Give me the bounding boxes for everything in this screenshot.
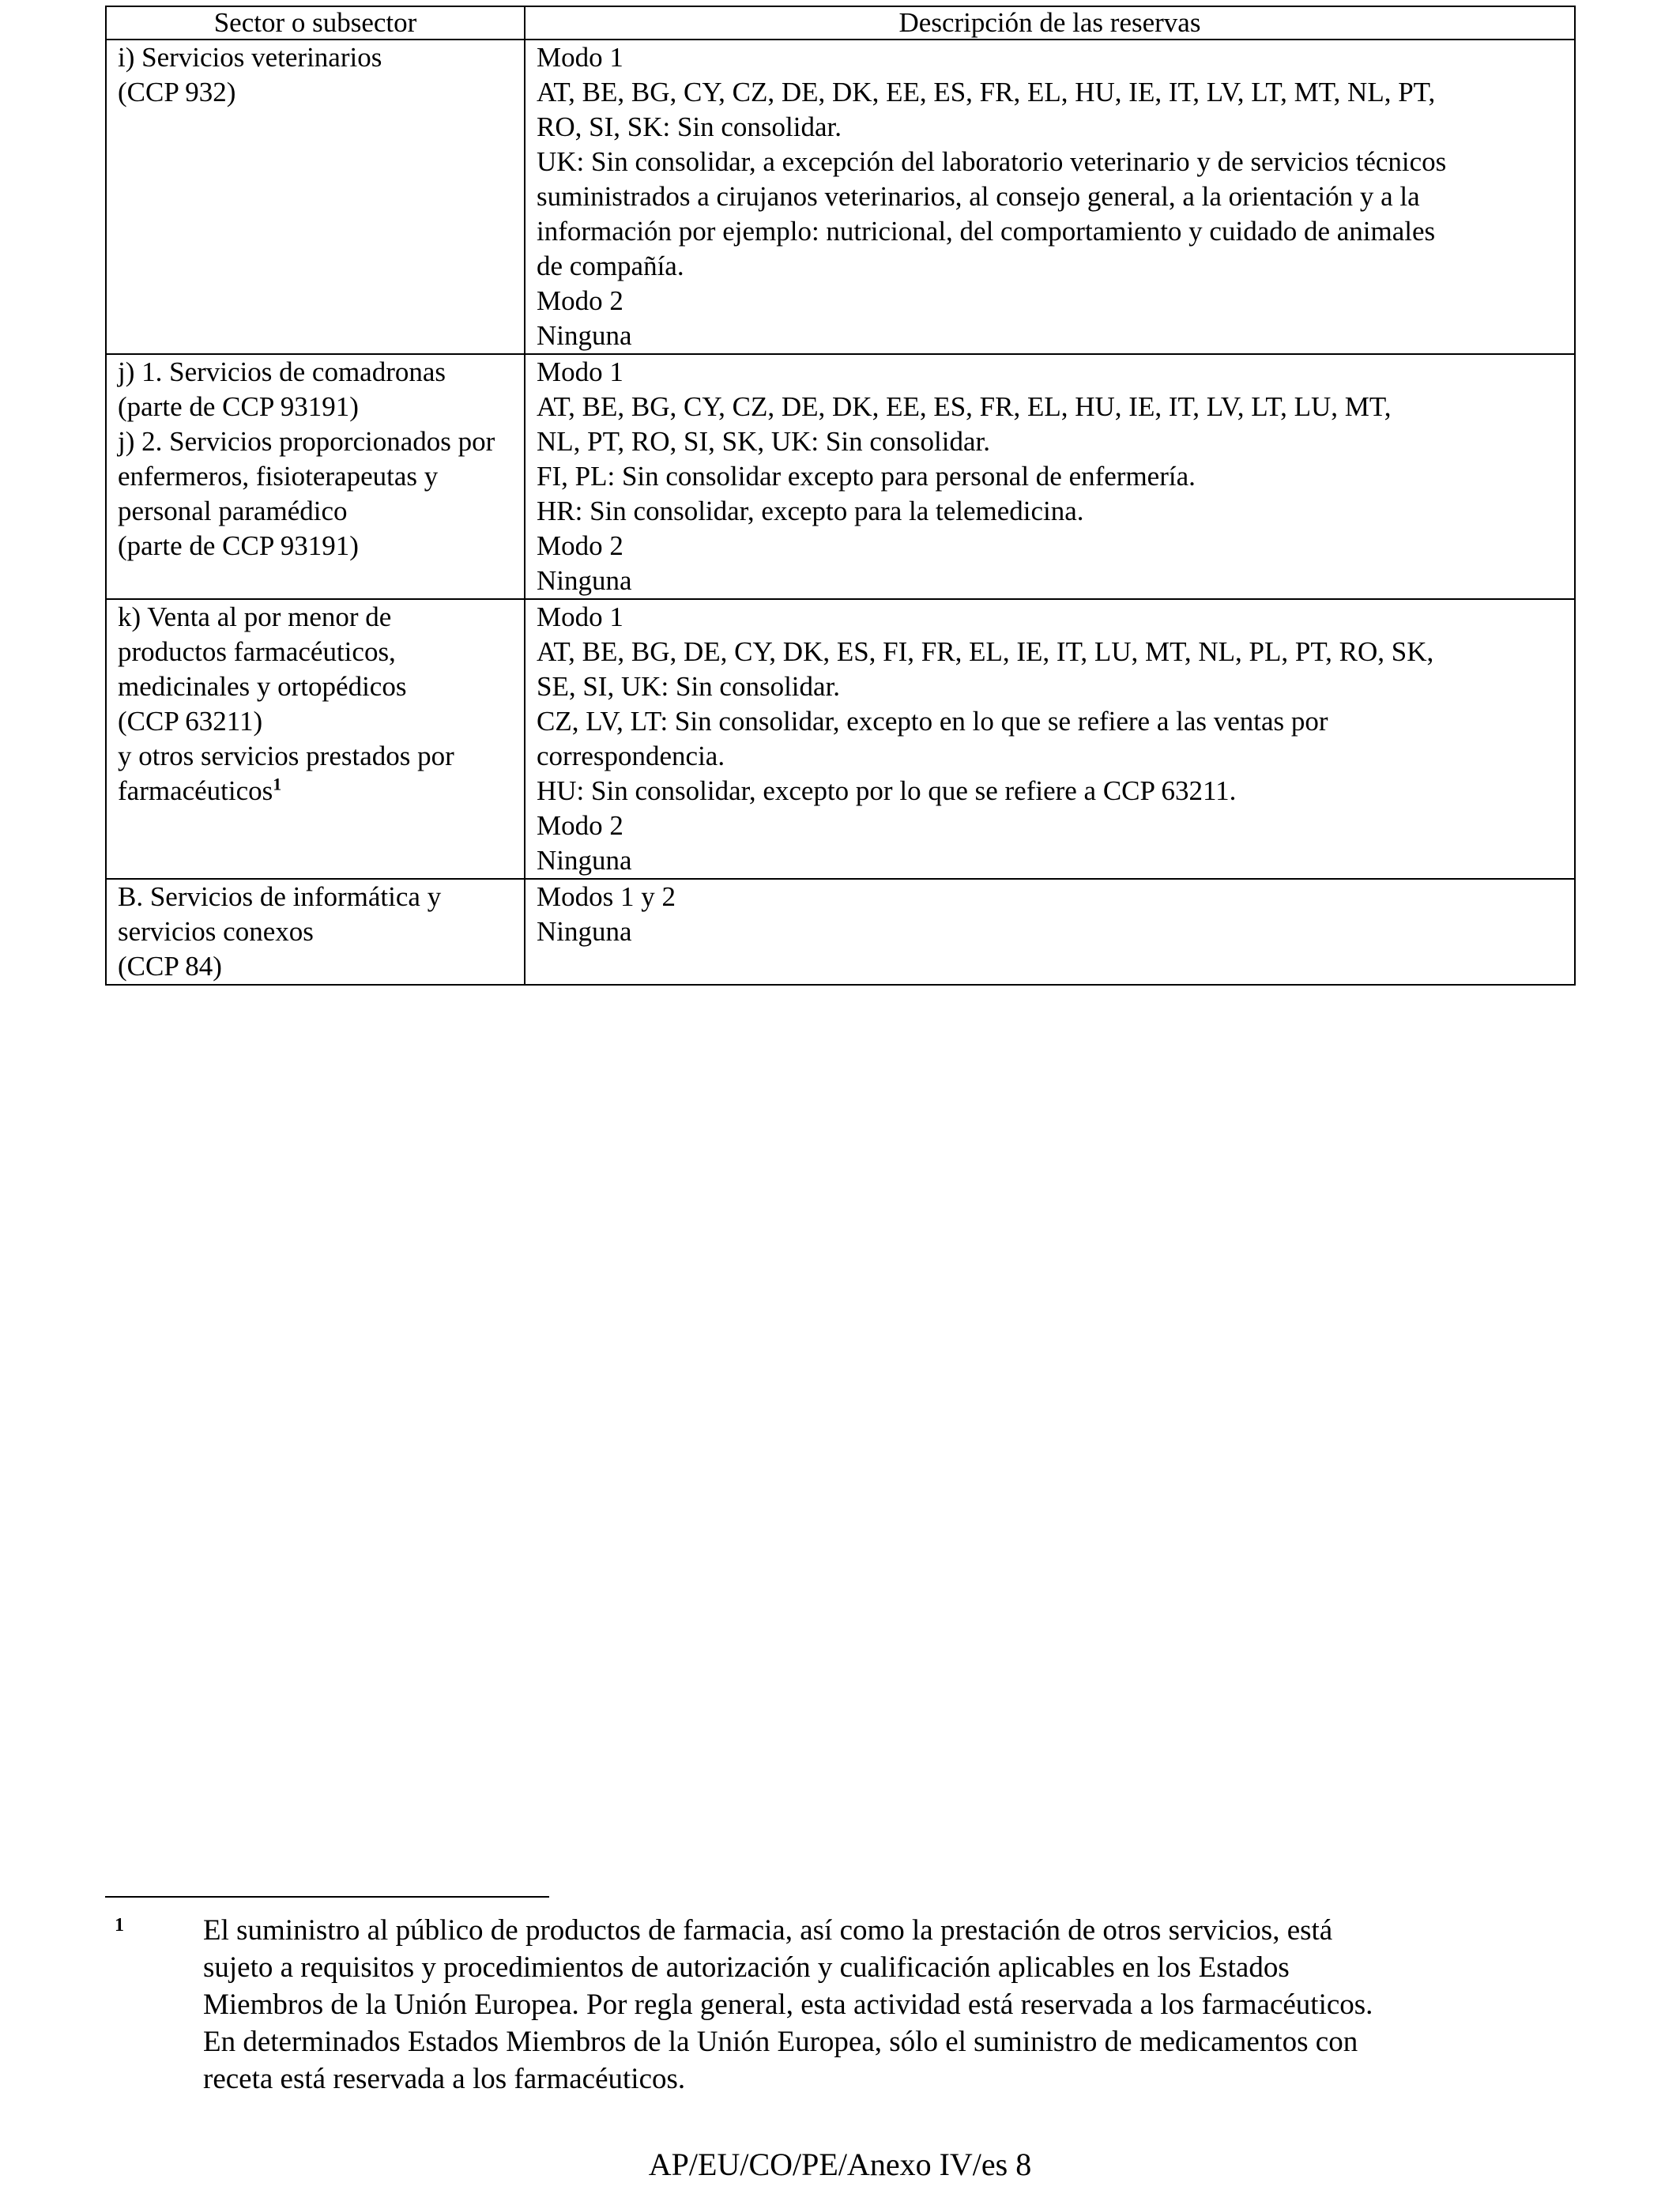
footnote-ref[interactable]: 1	[273, 774, 282, 794]
header-sector: Sector o subsector	[106, 6, 525, 40]
description-cell	[525, 40, 1575, 354]
description-line: AT, BE, BG, DE, CY, DK, ES, FI, FR, EL, IE, IT, LU, MT, NL, PL, PT, RO, SK,	[537, 636, 1434, 667]
description-line: NL, PT, RO, SI, SK, UK: Sin consolidar.	[537, 426, 990, 457]
sector-line: i) Servicios veterinarios	[118, 42, 382, 73]
footnote-line: Miembros de la Unión Europea. Por regla general, esta actividad está reservada a los farmacéuticos.	[203, 1989, 1373, 2021]
description-line: CZ, LV, LT: Sin consolidar, excepto en lo que se refiere a las ventas por	[537, 706, 1328, 737]
description-line: UK: Sin consolidar, a excepción del laboratorio veterinario y de servicios técnicos	[537, 146, 1447, 177]
sector-line: (CCP 84)	[118, 951, 222, 982]
sector-line: enfermeros, fisioterapeutas y	[118, 461, 439, 492]
description-line: Modo 1	[537, 42, 623, 73]
sector-line-with-footnote	[118, 774, 513, 809]
sector-line: (CCP 63211)	[118, 706, 263, 737]
sector-cell	[106, 354, 525, 599]
sector-line: personal paramédico	[118, 496, 348, 526]
description-line: HR: Sin consolidar, excepto para la telemedicina.	[537, 496, 1084, 526]
footnote-mark: 1	[115, 1915, 124, 1936]
sector-line: (parte de CCP 93191)	[118, 530, 359, 561]
description-cell	[525, 354, 1575, 599]
description-line: suministrados a cirujanos veterinarios, al consejo general, a la orientación y a la	[537, 181, 1420, 212]
description-line: de compañía.	[537, 251, 684, 281]
description-line: Modo 2	[537, 530, 623, 561]
sector-cell	[106, 879, 525, 985]
description-line: Ninguna	[537, 916, 632, 947]
sector-line: y otros servicios prestados por	[118, 741, 454, 771]
sector-line: productos farmacéuticos,	[118, 636, 396, 667]
sector-line: (CCP 932)	[118, 77, 236, 107]
sector-line: j) 2. Servicios proporcionados por	[118, 426, 495, 457]
description-line: HU: Sin consolidar, excepto por lo que se refiere a CCP 63211.	[537, 775, 1237, 806]
description-cell	[525, 879, 1575, 985]
description-cell	[525, 599, 1575, 879]
description-line: Ninguna	[537, 565, 632, 596]
sector-line: B. Servicios de informática y	[118, 881, 442, 912]
sector-line: farmacéuticos	[118, 775, 273, 806]
sector-line: (parte de CCP 93191)	[118, 391, 359, 422]
description-line: Modos 1 y 2	[537, 881, 676, 912]
sector-cell	[106, 40, 525, 354]
reservations-table	[105, 6, 1576, 986]
description-line: Modo 1	[537, 601, 623, 632]
sector-cell	[106, 599, 525, 879]
description-line: AT, BE, BG, CY, CZ, DE, DK, EE, ES, FR, EL, HU, IE, IT, LV, LT, MT, NL, PT,	[537, 77, 1436, 107]
sector-line: servicios conexos	[118, 916, 314, 947]
table-header-row	[106, 6, 1575, 40]
footnote	[105, 1912, 1576, 2098]
description-line: AT, BE, BG, CY, CZ, DE, DK, EE, ES, FR, EL, HU, IE, IT, LV, LT, LU, MT,	[537, 391, 1392, 422]
description-line: SE, SI, UK: Sin consolidar.	[537, 671, 841, 702]
footnote-line: receta está reservada a los farmacéuticos.	[203, 2063, 686, 2095]
footnote-line: En determinados Estados Miembros de la Unión Europea, sólo el suministro de medicamentos con	[203, 2026, 1358, 2058]
table-row	[106, 354, 1575, 599]
description-line: Ninguna	[537, 845, 632, 876]
description-line: Modo 2	[537, 810, 623, 841]
table-row	[106, 40, 1575, 354]
description-line: Modo 2	[537, 285, 623, 316]
header-description: Descripción de las reservas	[525, 6, 1575, 40]
table-row	[106, 879, 1575, 985]
description-line: FI, PL: Sin consolidar excepto para personal de enfermería.	[537, 461, 1196, 492]
footnote-separator	[105, 1896, 549, 1898]
footnote-line: El suministro al público de productos de farmacia, así como la prestación de otros servicios, está	[203, 1914, 1333, 1947]
description-line: Ninguna	[537, 320, 632, 351]
sector-line: medicinales y ortopédicos	[118, 671, 407, 702]
sector-line: k) Venta al por menor de	[118, 601, 392, 632]
page-footer: AP/EU/CO/PE/Anexo IV/es 8	[648, 2147, 1032, 2182]
description-line: correspondencia.	[537, 741, 725, 771]
table-row	[106, 599, 1575, 879]
footnote-line: sujeto a requisitos y procedimientos de autorización y cualificación aplicables en los Estados	[203, 1951, 1290, 1984]
description-line: Modo 1	[537, 356, 623, 387]
description-line: RO, SI, SK: Sin consolidar.	[537, 111, 842, 142]
description-line: información por ejemplo: nutricional, del comportamiento y cuidado de animales	[537, 216, 1436, 247]
sector-line: j) 1. Servicios de comadronas	[118, 356, 446, 387]
